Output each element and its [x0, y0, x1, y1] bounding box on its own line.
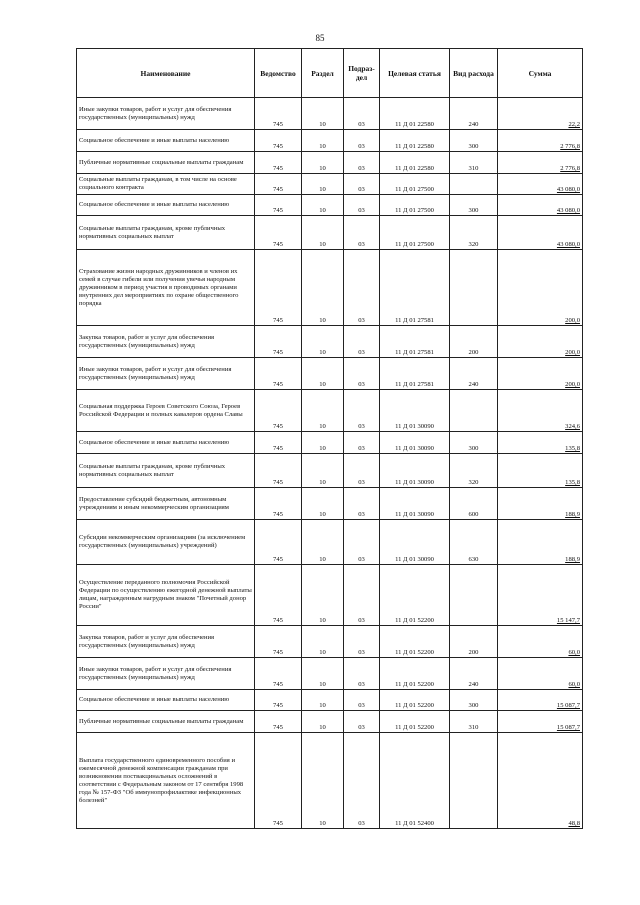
- cell-amount: 15 147,7: [498, 565, 583, 626]
- cell-department: 745: [255, 358, 302, 390]
- cell-target-article: 11 Д 01 30090: [380, 520, 450, 565]
- cell-subsection: 03: [344, 488, 380, 520]
- cell-department: 745: [255, 565, 302, 626]
- table-row: [77, 658, 583, 690]
- cell-name: Социальное обеспечение и иные выплаты населению: [77, 195, 255, 216]
- column-header-expense-type: Вид расхода: [450, 49, 498, 98]
- cell-subsection: 03: [344, 658, 380, 690]
- cell-subsection: 03: [344, 454, 380, 488]
- cell-department: 745: [255, 130, 302, 152]
- cell-section: 10: [302, 690, 344, 711]
- cell-expense-type: 200: [450, 326, 498, 358]
- cell-section: 10: [302, 565, 344, 626]
- cell-target-article: 11 Д 01 30090: [380, 432, 450, 454]
- cell-section: 10: [302, 454, 344, 488]
- cell-target-article: 11 Д 01 27581: [380, 358, 450, 390]
- cell-name: Страхование жизни народных дружинников и членов их семей в случае гибели или получения увечья народным дружинником в период участия в проводимых органами внутренних дел мероприятиях по охране общественного порядка: [77, 250, 255, 326]
- cell-amount: 43 080,0: [498, 195, 583, 216]
- cell-name: Социальные выплаты гражданам, кроме публичных нормативных социальных выплат: [77, 216, 255, 250]
- cell-amount: 200,0: [498, 326, 583, 358]
- table-row: [77, 520, 583, 565]
- cell-subsection: 03: [344, 216, 380, 250]
- cell-subsection: 03: [344, 520, 380, 565]
- cell-subsection: 03: [344, 565, 380, 626]
- cell-department: 745: [255, 690, 302, 711]
- cell-section: 10: [302, 174, 344, 195]
- cell-subsection: 03: [344, 174, 380, 195]
- cell-name: Публичные нормативные социальные выплаты гражданам: [77, 152, 255, 174]
- column-header-name: Наименование: [77, 49, 255, 98]
- cell-department: 745: [255, 733, 302, 829]
- cell-expense-type: 320: [450, 216, 498, 250]
- cell-section: 10: [302, 711, 344, 733]
- cell-target-article: 11 Д 01 22580: [380, 130, 450, 152]
- cell-name: Закупка товаров, работ и услуг для обеспечения государственных (муниципальных) нужд: [77, 326, 255, 358]
- table-header-row: [77, 49, 583, 98]
- cell-amount: 15 087,7: [498, 711, 583, 733]
- cell-target-article: 11 Д 01 30090: [380, 454, 450, 488]
- cell-department: 745: [255, 195, 302, 216]
- cell-amount: 2 776,8: [498, 152, 583, 174]
- cell-section: 10: [302, 626, 344, 658]
- cell-name: Социальные выплаты гражданам, в том числе на основе социального контракта: [77, 174, 255, 195]
- cell-section: 10: [302, 390, 344, 432]
- column-header-section: Раздел: [302, 49, 344, 98]
- cell-department: 745: [255, 216, 302, 250]
- table-row: [77, 152, 583, 174]
- cell-name: Социальное обеспечение и иные выплаты населению: [77, 690, 255, 711]
- cell-subsection: 03: [344, 250, 380, 326]
- cell-name: Выплата государственного единовременного пособия и ежемесячной денежной компенсации гражданам при возникновении поствакцинальных осложнений в соответствии с Федеральным законом от 17 сентября 1998 года № 157-ФЗ "Об иммунопрофилактике инфекционных болезней": [77, 733, 255, 829]
- cell-name: Предоставление субсидий бюджетным, автономным учреждениям и иным некоммерческим организациям: [77, 488, 255, 520]
- table-row: [77, 98, 583, 130]
- cell-amount: 60,0: [498, 658, 583, 690]
- cell-department: 745: [255, 98, 302, 130]
- cell-target-article: 11 Д 01 30090: [380, 488, 450, 520]
- cell-amount: 188,9: [498, 520, 583, 565]
- cell-expense-type: [450, 250, 498, 326]
- cell-name: Социальная поддержка Героев Советского Союза, Героев Российской Федерации и полных кавалеров ордена Славы: [77, 390, 255, 432]
- column-header-subsection: Подраз-дел: [344, 49, 380, 98]
- cell-department: 745: [255, 488, 302, 520]
- cell-expense-type: [450, 733, 498, 829]
- cell-name: Иные закупки товаров, работ и услуг для обеспечения государственных (муниципальных) нужд: [77, 658, 255, 690]
- cell-subsection: 03: [344, 711, 380, 733]
- cell-target-article: 11 Д 01 52200: [380, 658, 450, 690]
- cell-target-article: 11 Д 01 52200: [380, 565, 450, 626]
- cell-section: 10: [302, 488, 344, 520]
- cell-amount: 135,8: [498, 432, 583, 454]
- cell-department: 745: [255, 711, 302, 733]
- cell-department: 745: [255, 626, 302, 658]
- cell-expense-type: 300: [450, 432, 498, 454]
- cell-section: 10: [302, 520, 344, 565]
- cell-target-article: 11 Д 01 52200: [380, 690, 450, 711]
- cell-department: 745: [255, 152, 302, 174]
- cell-section: 10: [302, 98, 344, 130]
- cell-name: Социальные выплаты гражданам, кроме публичных нормативных социальных выплат: [77, 454, 255, 488]
- cell-amount: 60,0: [498, 626, 583, 658]
- cell-expense-type: 240: [450, 358, 498, 390]
- table-row: [77, 390, 583, 432]
- cell-target-article: 11 Д 01 27500: [380, 174, 450, 195]
- cell-department: 745: [255, 390, 302, 432]
- table-row: [77, 195, 583, 216]
- cell-department: 745: [255, 326, 302, 358]
- table-row: [77, 733, 583, 829]
- cell-department: 745: [255, 520, 302, 565]
- cell-section: 10: [302, 733, 344, 829]
- cell-subsection: 03: [344, 690, 380, 711]
- cell-section: 10: [302, 130, 344, 152]
- table-row: [77, 690, 583, 711]
- cell-expense-type: 600: [450, 488, 498, 520]
- cell-expense-type: 200: [450, 626, 498, 658]
- cell-target-article: 11 Д 01 52400: [380, 733, 450, 829]
- cell-name: Иные закупки товаров, работ и услуг для обеспечения государственных (муниципальных) нужд: [77, 98, 255, 130]
- table-row: [77, 358, 583, 390]
- cell-amount: 48,8: [498, 733, 583, 829]
- cell-expense-type: [450, 390, 498, 432]
- cell-subsection: 03: [344, 326, 380, 358]
- cell-department: 745: [255, 658, 302, 690]
- table-row: [77, 626, 583, 658]
- table-row: [77, 174, 583, 195]
- cell-section: 10: [302, 358, 344, 390]
- cell-section: 10: [302, 152, 344, 174]
- table-row: [77, 130, 583, 152]
- cell-subsection: 03: [344, 98, 380, 130]
- cell-amount: 200,0: [498, 250, 583, 326]
- cell-expense-type: [450, 174, 498, 195]
- cell-subsection: 03: [344, 390, 380, 432]
- cell-subsection: 03: [344, 733, 380, 829]
- cell-target-article: 11 Д 01 27581: [380, 250, 450, 326]
- column-header-department: Ведомство: [255, 49, 302, 98]
- cell-subsection: 03: [344, 130, 380, 152]
- cell-name: Социальное обеспечение и иные выплаты населению: [77, 130, 255, 152]
- cell-name: Социальное обеспечение и иные выплаты населению: [77, 432, 255, 454]
- cell-department: 745: [255, 250, 302, 326]
- column-header-amount: Сумма: [498, 49, 583, 98]
- cell-subsection: 03: [344, 626, 380, 658]
- table-row: [77, 488, 583, 520]
- cell-name: Иные закупки товаров, работ и услуг для обеспечения государственных (муниципальных) нужд: [77, 358, 255, 390]
- cell-amount: 43 080,0: [498, 174, 583, 195]
- cell-target-article: 11 Д 01 22580: [380, 152, 450, 174]
- page-number: 85: [315, 33, 325, 43]
- cell-expense-type: 240: [450, 658, 498, 690]
- cell-section: 10: [302, 216, 344, 250]
- cell-expense-type: 300: [450, 195, 498, 216]
- cell-expense-type: 310: [450, 152, 498, 174]
- table-row: [77, 432, 583, 454]
- cell-section: 10: [302, 658, 344, 690]
- cell-amount: 43 080,0: [498, 216, 583, 250]
- cell-amount: 15 087,7: [498, 690, 583, 711]
- cell-department: 745: [255, 174, 302, 195]
- cell-amount: 324,6: [498, 390, 583, 432]
- cell-target-article: 11 Д 01 27500: [380, 195, 450, 216]
- cell-name: Закупка товаров, работ и услуг для обеспечения государственных (муниципальных) нужд: [77, 626, 255, 658]
- cell-subsection: 03: [344, 358, 380, 390]
- cell-subsection: 03: [344, 152, 380, 174]
- cell-amount: 22,2: [498, 98, 583, 130]
- cell-target-article: 11 Д 01 52200: [380, 626, 450, 658]
- cell-expense-type: 300: [450, 690, 498, 711]
- column-header-target-article: Целевая статья: [380, 49, 450, 98]
- cell-target-article: 11 Д 01 27500: [380, 216, 450, 250]
- table-row: [77, 711, 583, 733]
- cell-amount: 135,8: [498, 454, 583, 488]
- cell-section: 10: [302, 195, 344, 216]
- cell-section: 10: [302, 250, 344, 326]
- cell-target-article: 11 Д 01 27581: [380, 326, 450, 358]
- cell-department: 745: [255, 432, 302, 454]
- cell-expense-type: 320: [450, 454, 498, 488]
- cell-department: 745: [255, 454, 302, 488]
- table-row: [77, 326, 583, 358]
- cell-expense-type: [450, 565, 498, 626]
- cell-name: Субсидии некоммерческим организациям (за исключением государственных (муниципальных) учреждений): [77, 520, 255, 565]
- cell-section: 10: [302, 326, 344, 358]
- table-row: [77, 454, 583, 488]
- cell-section: 10: [302, 432, 344, 454]
- cell-expense-type: 240: [450, 98, 498, 130]
- cell-target-article: 11 Д 01 22580: [380, 98, 450, 130]
- cell-subsection: 03: [344, 432, 380, 454]
- cell-name: Публичные нормативные социальные выплаты гражданам: [77, 711, 255, 733]
- cell-amount: 2 776,8: [498, 130, 583, 152]
- budget-table: [76, 48, 583, 829]
- cell-name: Осуществление переданного полномочия Российской Федерации по осуществлению ежегодной денежной выплаты лицам, награжденным нагрудным знаком "Почетный донор России": [77, 565, 255, 626]
- cell-amount: 188,9: [498, 488, 583, 520]
- table-row: [77, 250, 583, 326]
- cell-target-article: 11 Д 01 52200: [380, 711, 450, 733]
- cell-target-article: 11 Д 01 30090: [380, 390, 450, 432]
- cell-expense-type: 630: [450, 520, 498, 565]
- table-body: [77, 98, 583, 829]
- cell-amount: 200,0: [498, 358, 583, 390]
- cell-subsection: 03: [344, 195, 380, 216]
- table-row: [77, 216, 583, 250]
- table-row: [77, 565, 583, 626]
- cell-expense-type: 300: [450, 130, 498, 152]
- cell-expense-type: 310: [450, 711, 498, 733]
